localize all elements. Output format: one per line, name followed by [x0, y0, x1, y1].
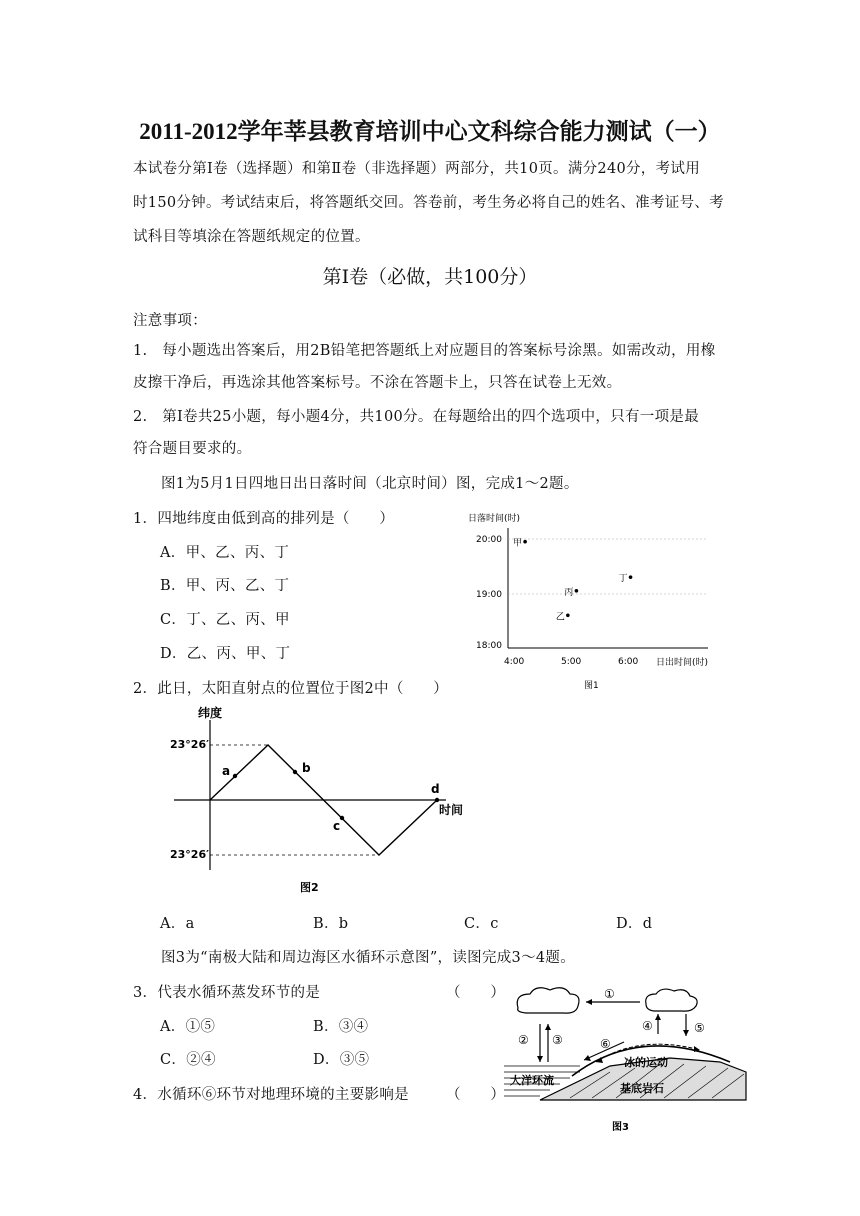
fig3-label-2: ② [518, 1033, 529, 1047]
fig1-point-label-3: 丁 [618, 574, 628, 585]
fig3-label-6: ⑥ [600, 1037, 611, 1051]
fig1-point-0 [523, 540, 527, 544]
fig2-point-d [435, 798, 439, 802]
q3-option-c: C．②④ [160, 1052, 216, 1068]
q3-stem: 3．代表水循环蒸发环节的是 [133, 985, 321, 1001]
figure-3 [500, 980, 752, 1140]
fig2-label-d: d [431, 782, 440, 796]
fig2-label-c: c [333, 819, 341, 833]
notes-heading: 注意事项： [133, 313, 207, 329]
q3-option-b: B．③④ [313, 1019, 369, 1035]
q3-option-a: A．①⑤ [160, 1019, 216, 1035]
fig2-xlabel: 时间 [439, 803, 464, 817]
fig3-label-4: ④ [642, 1019, 653, 1033]
q2-option-c: C．c [464, 916, 499, 932]
fig3-ice-label: 冰的运动 [624, 1056, 668, 1069]
cloud-right [646, 989, 697, 1011]
fig3-label-3: ③ [552, 1033, 563, 1047]
fig1-ytick-18: 18:00 [476, 641, 502, 651]
q1-stem: 1．四地纬度由低到高的排列是（ ） [133, 511, 395, 527]
figure-2 [160, 700, 480, 900]
fig1-point-label-1: 丙 [564, 587, 574, 598]
fig2-label-b: b [302, 761, 311, 775]
q1-option-b: B．甲、丙、乙、丁 [160, 578, 290, 594]
intro-line-1: 本试卷分第Ⅰ卷（选择题）和第Ⅱ卷（非选择题）两部分，共10页。满分240分，考试用 [133, 161, 701, 177]
q2-option-a: A．a [160, 916, 195, 932]
fig3-label-5: ⑤ [694, 1021, 705, 1035]
fig2-ytick-top: 23°26′ [170, 738, 210, 751]
fig1-point-label-0: 甲 [513, 538, 523, 549]
fig1-ylabel: 日落时间(时) [468, 514, 521, 524]
intro-line-3: 试科目等填涂在答题纸规定的位置。 [133, 229, 370, 245]
q2-option-b: B．b [313, 916, 349, 932]
note-line-2: 皮擦干净后，再选涂其他答案标号。不涂在答题卡上，只答在试卷上无效。 [133, 375, 622, 391]
q1-option-c: C．丁、乙、丙、甲 [160, 612, 290, 628]
fig2-point-a [233, 774, 237, 778]
fig1-point-1 [575, 589, 579, 593]
fig1-points [513, 538, 632, 623]
fig1-ytick-20: 20:00 [476, 535, 502, 545]
page-title: 2011-2012学年莘县教育培训中心文科综合能力测试（一） [139, 119, 721, 144]
q2-option-d: D．d [616, 916, 653, 932]
note-line-1: 1. 每小题选出答案后，用2B铅笔把答题纸上对应题目的答案标号涂黑。如需改动，用橡 [133, 343, 716, 359]
q4-stem: 4．水循环⑥环节对地理环境的主要影响是 [133, 1087, 409, 1103]
q4-paren: （ ） [446, 1087, 506, 1103]
intro-line-2: 时150分钟。考试结束后，将答题纸交回。答卷前，考生务必将自己的姓名、准考证号、考 [133, 195, 724, 211]
fig2-caption: 图2 [300, 881, 319, 894]
fig1-intro: 图1为5月1日四地日出日落时间（北京时间）图，完成1～2题。 [161, 476, 579, 492]
fig1-xtick-4: 4:00 [504, 657, 525, 667]
fig2-ylabel: 纬度 [198, 706, 223, 720]
cloud-left [517, 988, 579, 1013]
q3-option-d: D．③⑤ [313, 1052, 370, 1068]
fig1-xtick-5: 5:00 [561, 657, 582, 667]
note-line-3: 2. 第Ⅰ卷共25小题，每小题4分，共100分。在每题给出的四个选项中，只有一项是最 [133, 409, 700, 425]
section-title: 第Ⅰ卷（必做，共100分） [322, 266, 538, 288]
q1-option-d: D．乙、丙、甲、丁 [160, 646, 291, 662]
fig1-xtick-6: 6:00 [618, 657, 639, 667]
q3-paren: （ ） [446, 985, 506, 1001]
fig1-ytick-19: 19:00 [476, 590, 502, 600]
fig2-point-c [340, 816, 344, 820]
note-line-4: 符合题目要求的。 [133, 441, 252, 457]
figure-1 [460, 508, 720, 692]
fig1-xlabel: 日出时间(时) [656, 658, 709, 668]
fig3-bedrock-label: 基底岩石 [620, 1082, 664, 1095]
fig3-label-1: ① [604, 987, 615, 1001]
q1-option-a: A．甲、乙、丙、丁 [160, 545, 290, 561]
fig1-caption: 图1 [584, 681, 599, 691]
fig2-ytick-bottom: 23°26′ [170, 848, 210, 861]
fig3-intro: 图3为“南极大陆和周边海区水循环示意图”，读图完成3～4题。 [161, 950, 575, 966]
fig1-point-3 [629, 575, 633, 579]
fig3-ocean-label: 大洋环流 [510, 1074, 554, 1087]
fig1-point-label-2: 乙 [555, 612, 565, 623]
fig1-point-2 [566, 614, 570, 618]
fig2-label-a: a [222, 764, 231, 778]
fig2-point-b [293, 770, 297, 774]
q2-stem: 2．此日，太阳直射点的位置位于图2中（ ） [133, 681, 449, 697]
fig3-caption: 图3 [612, 1122, 629, 1133]
